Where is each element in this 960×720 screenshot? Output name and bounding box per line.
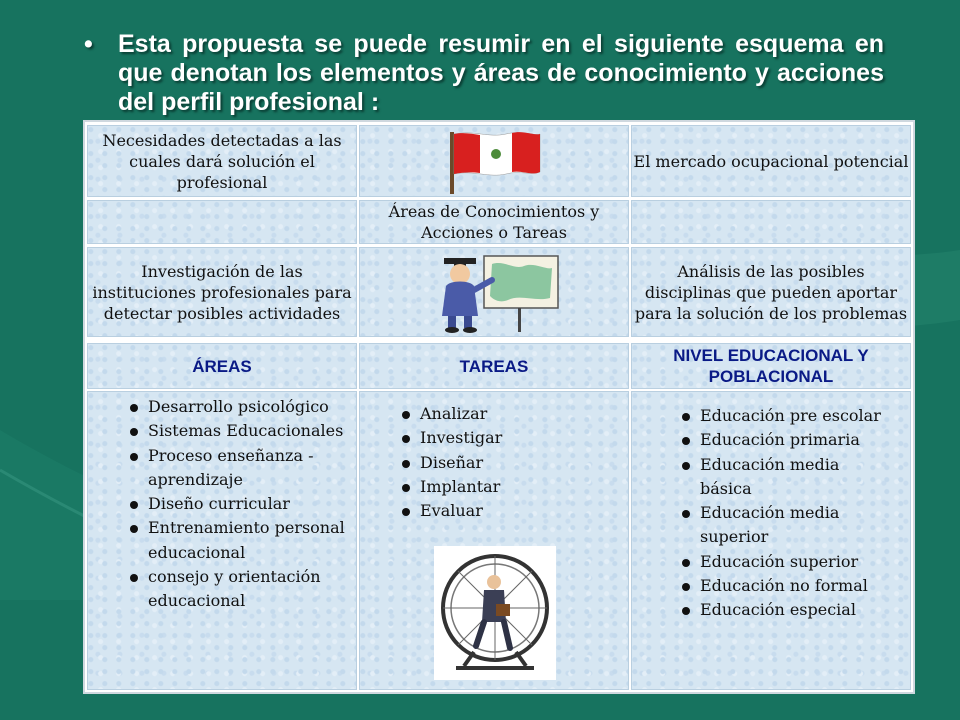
list-item: Investigar (392, 426, 592, 450)
list-item: Educación no formal (672, 574, 904, 598)
list-item: Educación media básica (672, 453, 870, 502)
needs-cell (87, 125, 357, 197)
intro-bullet-text (84, 30, 884, 117)
areas-header (87, 343, 357, 389)
areas-header-text: ÁREAS (192, 356, 252, 376)
list-item: consejo y orientación educacional (120, 565, 352, 614)
flag-cell (359, 125, 629, 197)
list-item: Sistemas Educacionales (120, 419, 352, 443)
empty-cell-left (87, 200, 357, 244)
hamster-wheel-businessman-icon (434, 546, 556, 680)
graduate-teacher-map-icon (424, 250, 564, 334)
market-cell (631, 125, 911, 197)
list-item: Diseñar (392, 451, 592, 475)
list-item: Educación media superior (672, 501, 870, 550)
research-cell (87, 247, 357, 337)
areas-list-cell (87, 391, 357, 690)
list-item: Evaluar (392, 499, 592, 523)
peru-flag-icon (444, 128, 544, 194)
tareas-list-cell (359, 391, 629, 690)
nivel-list-cell (631, 391, 911, 690)
needs-text: Necesidades detectadas a las cuales dará solución el profesional (102, 130, 342, 192)
nivel-header-text: NIVEL EDUCACIONAL Y POBLACIONAL (673, 346, 869, 386)
list-item: Entrenamiento personal educacional (120, 516, 352, 565)
research-text: Investigación de las instituciones profesionales para detectar posibles actividades (92, 261, 352, 323)
list-item: Implantar (392, 475, 592, 499)
list-item: Analizar (392, 402, 592, 426)
empty-cell-right (631, 200, 911, 244)
analysis-text: Análisis de las posibles disciplinas que pueden aportar para la solución de los problemas (634, 261, 908, 323)
tareas-list (392, 402, 592, 523)
nivel-list (672, 404, 904, 623)
tareas-header-text: TAREAS (459, 356, 529, 376)
intro-text: Esta propuesta se puede resumir en el siguiente esquema en que denotan los elementos y áreas de conocimiento y acciones del perfil profesional : (118, 30, 884, 116)
list-item: Educación especial (672, 598, 904, 622)
areas-list (120, 395, 352, 614)
diagram-frame (83, 120, 915, 694)
list-item: Proceso enseñanza - aprendizaje (120, 444, 352, 493)
teacher-image-cell (359, 247, 629, 337)
list-item: Educación superior (672, 550, 904, 574)
analysis-cell (631, 247, 911, 337)
bullet-marker: • (84, 30, 93, 58)
list-item: Desarrollo psicológico (120, 395, 352, 419)
tareas-header (359, 343, 629, 389)
nivel-header (631, 343, 911, 389)
market-text: El mercado ocupacional potencial (633, 151, 909, 171)
knowledge-areas-text: Áreas de Conocimientos y Acciones o Tareas (388, 202, 600, 242)
list-item: Educación pre escolar (672, 404, 904, 428)
list-item: Diseño curricular (120, 492, 352, 516)
knowledge-areas-cell (359, 200, 629, 244)
list-item: Educación primaria (672, 428, 904, 452)
